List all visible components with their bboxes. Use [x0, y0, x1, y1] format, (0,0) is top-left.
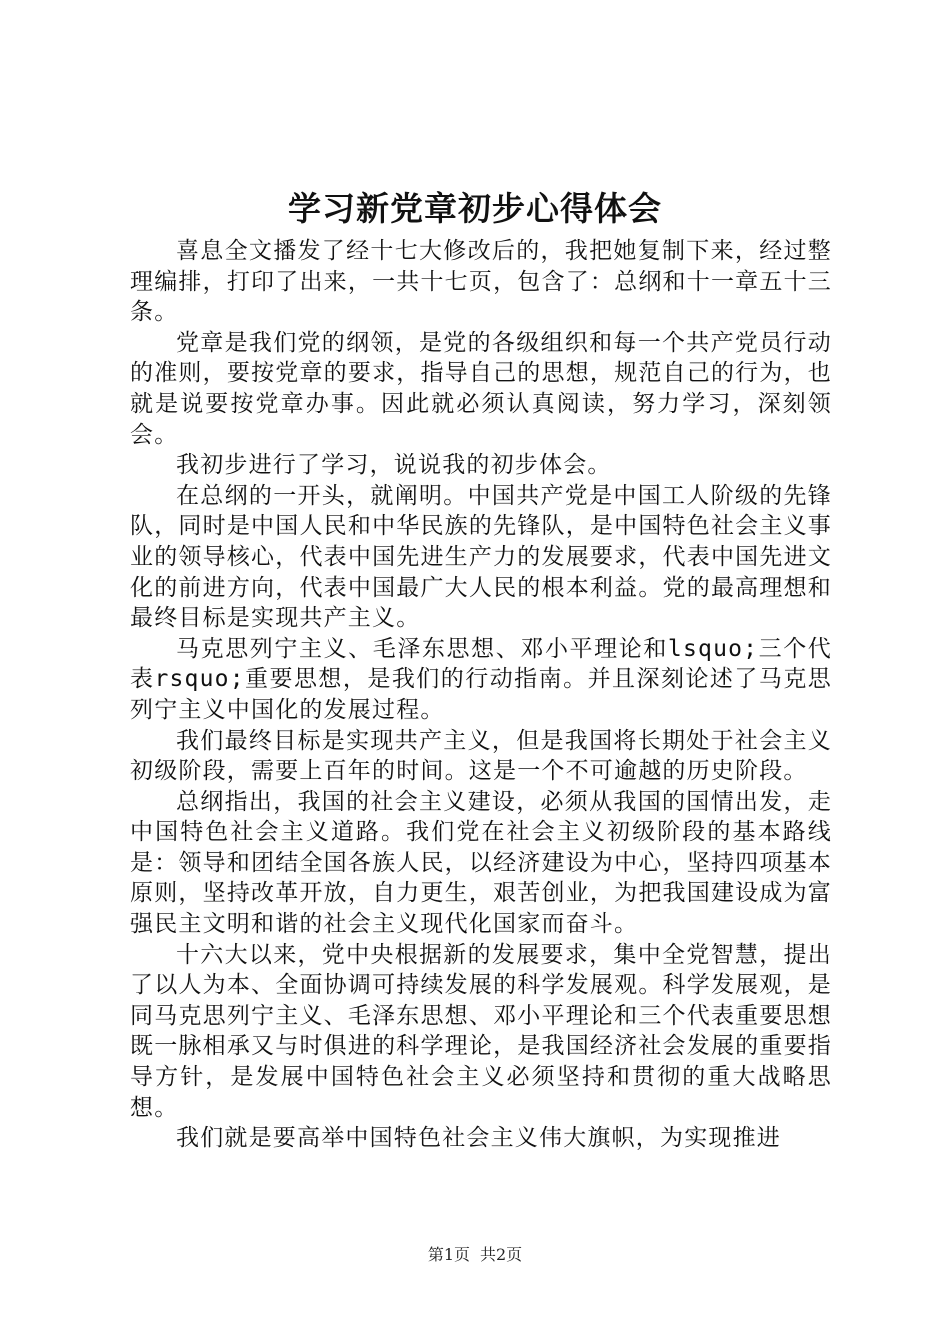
paragraph: 十六大以来，党中央根据新的发展要求，集中全党智慧，提出了以人为本、全面协调可持续发展的科学发展观。科学发展观，是同马克思列宁主义、毛泽东思想、邓小平理论和三个代表重要思想既一脉相承又与时俱进的科学理论，是我国经济社会发展的重要指导方针，是发展中国特色社会主义必须坚持和贯彻的重大战略思想。 [130, 941, 832, 1121]
document-body [130, 236, 832, 1154]
paragraph: 喜息全文播发了经十七大修改后的，我把她复制下来，经过整理编排，打印了出来，一共十七页，包含了：总纲和十一章五十三条。 [130, 238, 832, 326]
paragraph: 总纲指出，我国的社会主义建设，必须从我国的国情出发，走中国特色社会主义道路。我们党在社会主义初级阶段的基本路线是：领导和团结全国各族人民，以经济建设为中心，坚持四项基本原则，坚持改革开放，自力更生，艰苦创业，为把我国建设成为富强民主文明和谐的社会主义现代化国家而奋斗。 [130, 788, 832, 938]
page-footer [0, 1244, 950, 1266]
page-number-total: 共2页 [480, 1245, 523, 1264]
paragraph: 我初步进行了学习，说说我的初步体会。 [176, 452, 612, 479]
paragraph: 党章是我们党的纲领，是党的各级组织和每一个共产党员行动的准则，要按党章的要求，指导自己的思想，规范自己的行为，也就是说要按党章办事。因此就必须认真阅读，努力学习，深刻领会。 [130, 329, 832, 448]
paragraph: 在总纲的一开头，就阐明。中国共产党是中国工人阶级的先锋队，同时是中国人民和中华民族的先锋队，是中国特色社会主义事业的领导核心，代表中国先进生产力的发展要求，代表中国先进文化的前进方向，代表中国最广大人民的根本利益。党的最高理想和最终目标是实现共产主义。 [130, 482, 832, 632]
paragraph: 马克思列宁主义、毛泽东思想、邓小平理论和lsquo;三个代表rsquo;重要思想，是我们的行动指南。并且深刻论述了马克思列宁主义中国化的发展过程。 [130, 635, 832, 723]
paragraph: 我们就是要高举中国特色社会主义伟大旗帜，为实现推进 [176, 1125, 781, 1152]
document-title: 学习新党章初步心得体会 [288, 189, 662, 228]
paragraph: 我们最终目标是实现共产主义，但是我国将长期处于社会主义初级阶段，需要上百年的时间。这是一个不可逾越的历史阶段。 [130, 727, 832, 785]
page-number-current: 第1页 [427, 1245, 470, 1264]
